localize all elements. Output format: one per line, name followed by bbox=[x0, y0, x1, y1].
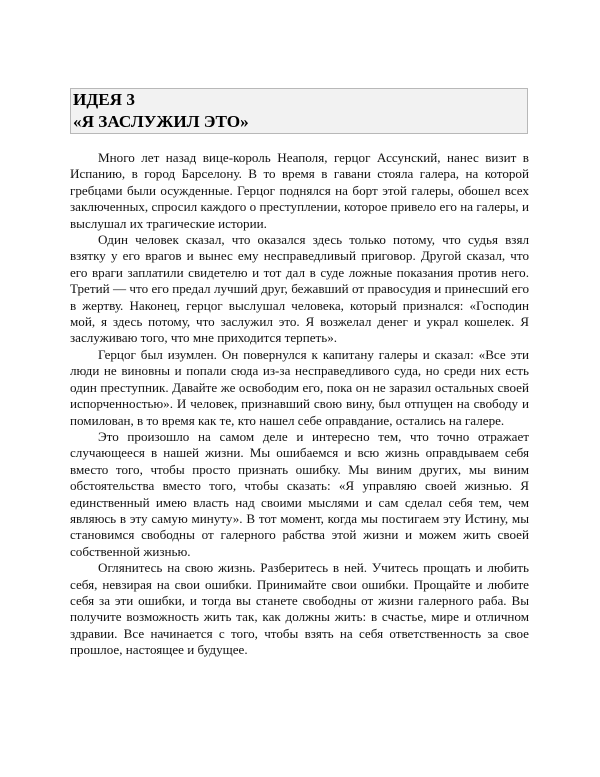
chapter-body bbox=[70, 150, 529, 659]
paragraph-5: Оглянитесь на свою жизнь. Разберитесь в ней. Учитесь прощать и любить себя, невзирая на свои ошибки. Принимайте свои ошибки. Прощайте и любите себя за эти ошибки, и тогда вы станете свободны от жизни галерного раба. Вы получите возможность жить так, как должны жить: в счастье, мире и отличном здравии. Все начинается с того, чтобы взять на себя ответственность за свое прошлое, настоящее и будущее. bbox=[70, 560, 529, 658]
chapter-title-box bbox=[70, 88, 528, 134]
paragraph-2: Один человек сказал, что оказался здесь только потому, что судья взял взятку у его врагов и вынес ему несправедливый приговор. Другой сказал, что его враги заплатили свидетелю и тот дал в суде ложные показания против него. Третий — что его предал лучший друг, бежавший от правосудия и принесший его в жертву. Наконец, герцог выслушал человека, который признался: «Господин мой, я здесь потому, что заслужил это. Я возжелал денег и украл кошелек. Я заслуживаю того, что мне приходится терпеть». bbox=[70, 232, 529, 346]
paragraph-3: Герцог был изумлен. Он повернулся к капитану галеры и сказал: «Все эти люди не виновны и попали сюда из-за несправедливого суда, но среди них есть один преступник. Давайте же освободим его, пока он не заразил остальных своей испорченностью». И человек, признавший свою вину, был отпущен на свободу и помилован, в то время как те, кто нашел себе оправдание, остались на галере. bbox=[70, 346, 529, 428]
paragraph-4: Это произошло на самом деле и интересно тем, что точно отражает случающееся в нашей жизни. Мы ошибаемся и всю жизнь оправдываем себя вместо того, чтобы просто признать ошибку. Мы виним других, мы виним обстоятельства вместо того, чтобы сказать: «Я управляю своей жизнью. Я единственный имею власть над своими мыслями и сам сделал себя тем, чем являюсь в эту самую минуту». В тот момент, когда мы постигаем эту Истину, мы становимся свободны от галерного рабства этой жизни и можем жить своей собственной жизнью. bbox=[70, 428, 529, 559]
chapter-number: ИДЕЯ 3 bbox=[73, 90, 135, 109]
paragraph-1: Много лет назад вице-король Неаполя, герцог Ассунский, нанес визит в Испанию, в город Барселону. В то время в гавани стояла галера, на которой гребцами были осужденные. Герцог поднялся на борт этой галеры, обошел всех заключенных, спросил каждого о преступлении, которое привело его на галеры, и выслушал их трагические истории. bbox=[70, 150, 529, 231]
chapter-title: «Я ЗАСЛУЖИЛ ЭТО» bbox=[73, 111, 249, 131]
